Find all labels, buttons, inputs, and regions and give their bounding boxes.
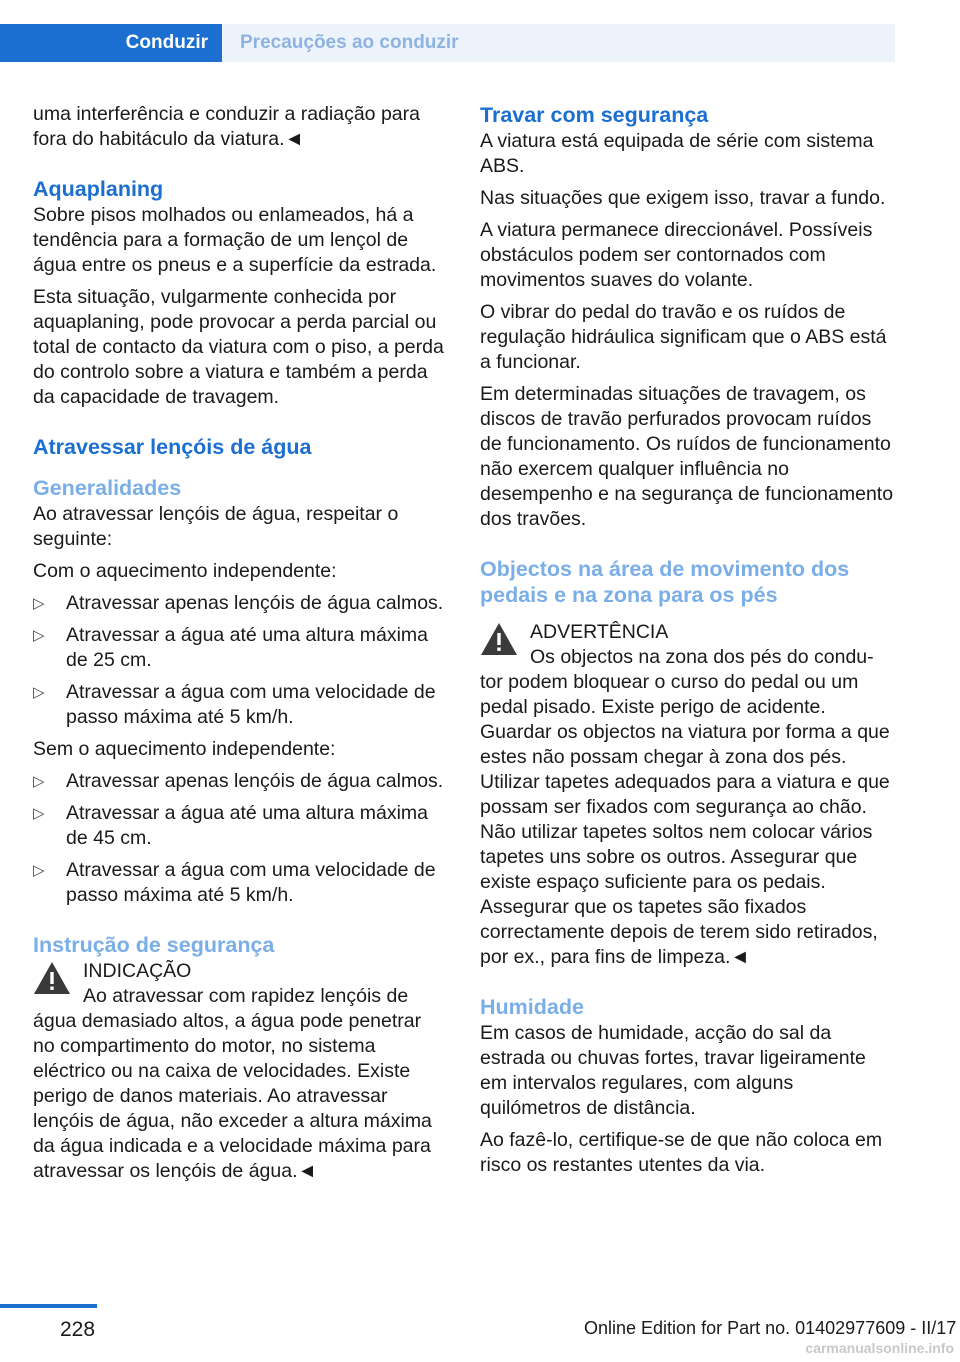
chapter-tab[interactable]: Conduzir	[0, 24, 222, 62]
warning-text: tor podem bloquear o curso do pedal ou um pedal pisado. Existe perigo de acidente. Guardar os objectos na viatura por forma a que estes não possam chegar à zona dos pés. Utilizar tapetes adequados para a viatura e que possam ser fixados com segurança ao chão. Não utilizar tapetes soltos nem colocar vários tapetes uns sobre os outros. Assegurar que existe espaço suficiente para os pedais. Assegurar que os tapetes são fixados correctamente depois de terem sido retirados, por ex., para fins de limpeza.◄	[480, 671, 890, 968]
triangle-bullet-icon: ▷	[33, 684, 45, 701]
right-column	[480, 102, 895, 1185]
page-number: 228	[60, 1318, 96, 1341]
triangle-bullet-icon: ▷	[33, 862, 45, 879]
aquaplaning-paragraph-2: Esta situação, vulgarmente conhecida por aquaplaning, pode provocar a perda parcial ou total de contacto da viatura com o piso, a perda do controlo sobre a viatura e também a perda da capacidade de travagem.	[33, 286, 444, 408]
notice-text: água demasiado altos, a água pode penetrar no compartimento do motor, no sistema eléctrico ou na caixa de velocidades. Existe perigo de danos materiais. Ao atravessar lençóis de água, não exceder a altura máxima da água indicada e a velocidade máxima para atravessar os lençóis de água.◄	[33, 1010, 432, 1182]
humidity-paragraph-2: Ao fazê-lo, certifique-se de que não coloca em risco os restantes utentes da via.	[480, 1129, 883, 1176]
list-item: ▷ Atravessar apenas lençóis de água calmos.	[33, 770, 444, 792]
warning-box	[480, 620, 895, 970]
list-item: ▷ Atravessar a água até uma altura máxima de 45 cm.	[33, 802, 429, 849]
braking-paragraph-5: Em determinadas situações de travagem, os discos de travão perfurados provocam ruídos de funcionamento. Os ruídos de funcionamento não exercem qualquer influência no desempenho e na segurança de funcionamento dos travões.	[480, 383, 894, 530]
objects-heading: Objectos na área de movimento dos pedais e na zona para os pés	[480, 557, 850, 607]
warning-triangle-icon	[480, 622, 518, 656]
without-heater-list	[33, 769, 445, 908]
notice-label: INDICAÇÃO	[83, 960, 192, 982]
humidity-heading: Humidade	[480, 995, 584, 1019]
with-heater-list	[33, 591, 445, 730]
braking-paragraph-1: A viatura está equipada de série com sistema ABS.	[480, 130, 874, 177]
list-item: ▷ Atravessar a água até uma altura máxima de 25 cm.	[33, 624, 429, 671]
without-heater-label: Sem o aquecimento independente:	[33, 738, 336, 760]
with-heater-label: Com o aquecimento independente:	[33, 560, 337, 582]
warning-label: ADVERTÊNCIA	[530, 621, 669, 643]
watermark: carmanualsonline.info	[805, 1340, 954, 1356]
braking-paragraph-3: A viatura permanece direccionável. Possíveis obstáculos podem ser contornados com movimentos suaves do volante.	[480, 219, 873, 291]
general-paragraph: Ao atravessar lençóis de água, respeitar o seguinte:	[33, 503, 399, 550]
water-crossing-heading: Atravessar lençóis de água	[33, 435, 312, 459]
safety-heading: Instrução de segurança	[33, 933, 275, 957]
page-header	[0, 24, 895, 62]
humidity-paragraph-1: Em casos de humidade, acção do sal da estrada ou chuvas fortes, travar ligeiramente em intervalos regulares, com alguns quilómetros de distância.	[480, 1022, 866, 1119]
aquaplaning-heading: Aquaplaning	[33, 177, 164, 201]
triangle-bullet-icon: ▷	[33, 805, 45, 822]
footer-accent-bar	[0, 1304, 97, 1308]
general-heading: Generalidades	[33, 476, 182, 500]
notice-first-line: Ao atravessar com rapidez lençóis de	[83, 985, 409, 1007]
list-item: ▷ Atravessar apenas lençóis de água calmos.	[33, 592, 444, 614]
braking-paragraph-4: O vibrar do pedal do travão e os ruídos de regulação hidráulica significam que o ABS está a funcionar.	[480, 301, 887, 373]
left-column	[33, 102, 445, 1191]
aquaplaning-paragraph-1: Sobre pisos molhados ou enlameados, há a tendência para a formação de um lençol de água entre os pneus e a superfície da estrada.	[33, 204, 437, 276]
list-item: ▷ Atravessar a água com uma velocidade de passo máxima até 5 km/h.	[33, 859, 436, 906]
braking-paragraph-2: Nas situações que exigem isso, travar a fundo.	[480, 187, 886, 209]
braking-heading: Travar com segurança	[480, 103, 709, 127]
section-tab[interactable]: Precauções ao conduzir	[222, 24, 895, 62]
intro-paragraph: uma interferência e conduzir a radiação para fora do habitáculo da viatura.◄	[33, 103, 420, 150]
warning-first-line: Os objectos na zona dos pés do condu-	[530, 646, 874, 668]
triangle-bullet-icon: ▷	[33, 773, 45, 790]
edition-text: Online Edition for Part no. 01402977609 - II/17	[584, 1318, 957, 1338]
warning-triangle-icon	[33, 961, 71, 995]
list-item: ▷ Atravessar a água com uma velocidade de passo máxima até 5 km/h.	[33, 681, 436, 728]
notice-box	[33, 959, 445, 1184]
triangle-bullet-icon: ▷	[33, 595, 45, 612]
triangle-bullet-icon: ▷	[33, 627, 45, 644]
